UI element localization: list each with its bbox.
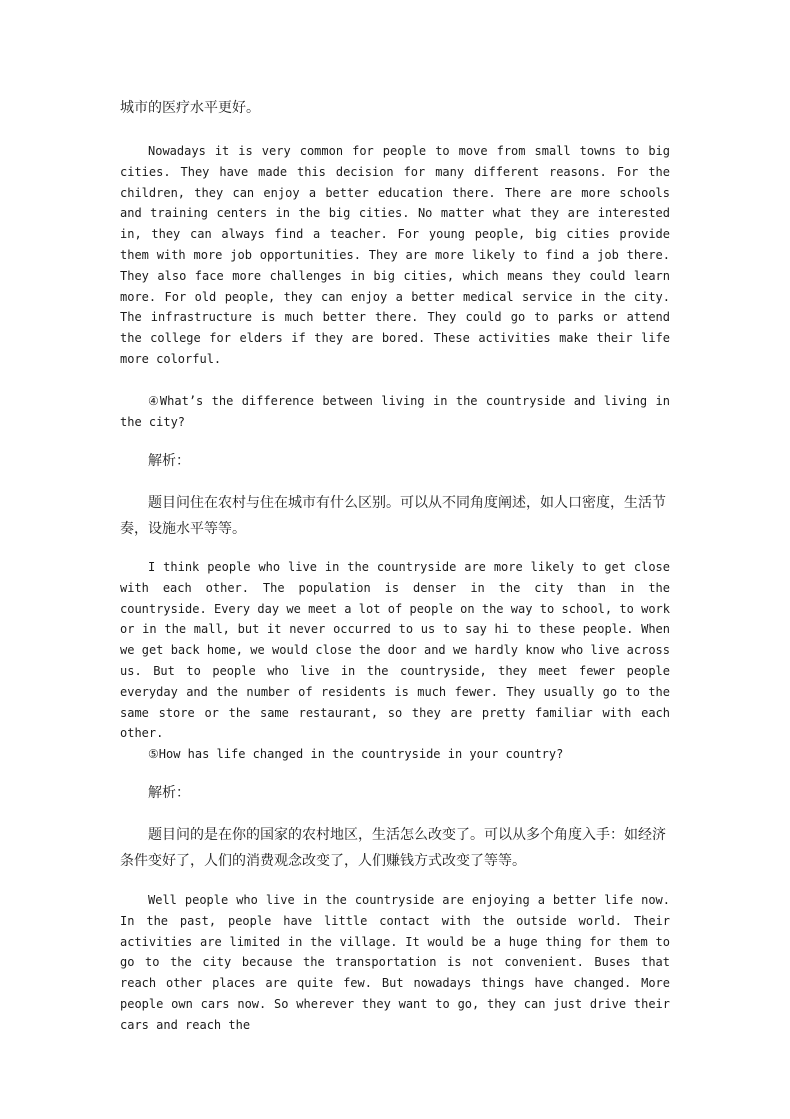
- paragraph-answer-3: Nowadays it is very common for people to move from small towns to big cities. They have made this decision for many different reasons. For the children, they can enjoy a better education there. There are more schools and training centers in the big cities. No matter what they are interested in, they can always find a teacher. For young people, big cities provide them with more job opportunities. They are more likely to find a job there. They also face more challenges in big cities, which means they could learn more. For old people, they can enjoy a better medical service in the city. The infrastructure is much better there. They could go to parks or attend the college for elders if they are bored. These activities make their life more colorful.: [120, 144, 670, 366]
- paragraph-zh-intro: 城市的医疗水平更好。: [120, 100, 260, 116]
- analysis-text-5: 题目问的是在你的国家的农村地区，生活怎么改变了。可以从多个角度入手：如经济条件变好了，人们的消费观念改变了，人们赚钱方式改变了等等。: [120, 827, 666, 869]
- paragraph-answer-4: I think people who live in the countryside are more likely to get close with each other. The population is denser in the city than in the countryside. Every day we meet a lot of people on the way to school, to work or in the mall, but it never occurred to us to say hi to these people. When we get back home, we would close the door and we hardly know who live across us. But to people who live in the countryside, they meet fewer people everyday and the number of residents is much fewer. They usually go to the same store or the same restaurant, so they are pretty familiar with each other.: [120, 560, 670, 741]
- analysis-text-4: 题目问住在农村与住在城市有什么区别。可以从不同角度阐述，如人口密度，生活节奏，设施水平等等。: [120, 495, 666, 537]
- analysis-label-5: 解析：: [148, 785, 190, 801]
- question-4: ④What’s the difference between living in the countryside and living in the city?: [120, 394, 670, 429]
- analysis-label-4: 解析：: [148, 453, 190, 469]
- question-5: ⑤How has life changed in the countryside in your country?: [148, 747, 564, 761]
- paragraph-answer-5: Well people who live in the countryside are enjoying a better life now. In the past, people have little contact with the outside world. Their activities are limited in the village. It would be a huge thing for them to go to the city because the transportation is not convenient. Buses that reach other places are quite few. But nowadays things have changed. More people own cars now. So wherever they want to go, they can just drive their cars and reach the: [120, 893, 670, 1032]
